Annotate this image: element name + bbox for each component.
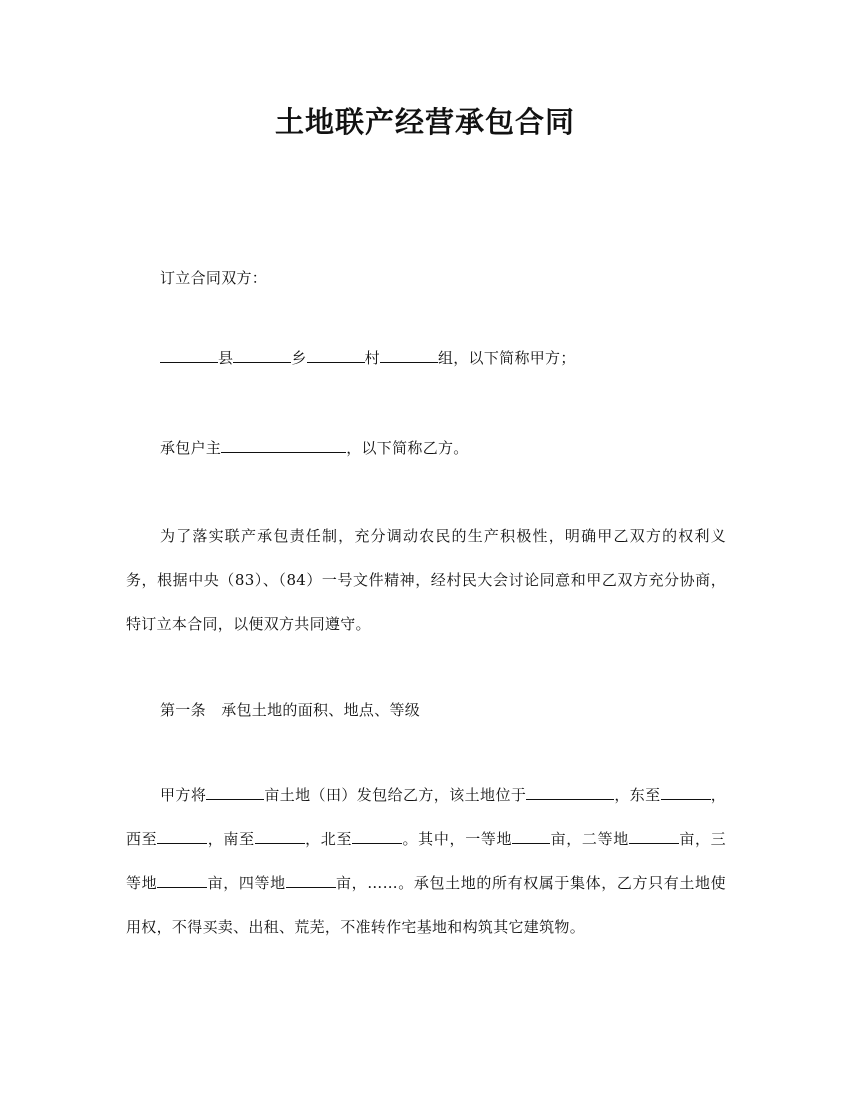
article-1-text: ，西至 — [126, 786, 727, 848]
village-label: 村 — [364, 349, 380, 367]
party-a-line — [126, 336, 726, 380]
article-1-text: 亩，二等地 — [550, 830, 629, 848]
location-blank — [526, 786, 614, 800]
purpose-paragraph: 为了落实联产承包责任制，充分调动农民的生产积极性，明确甲乙双方的权利义务，根据中央（83）、（84）一号文件精神，经村民大会讨论同意和甲乙双方充分协商，特订立本合同，以便双方共同遵守。 — [126, 527, 726, 633]
total-area-blank — [206, 786, 264, 800]
south-blank — [255, 830, 305, 844]
household-head-blank — [221, 439, 346, 453]
group-label: 组，以下简称甲方； — [437, 349, 576, 367]
west-blank — [157, 830, 207, 844]
article-1-text: ，北至 — [304, 830, 353, 848]
village-blank — [307, 349, 365, 363]
article-1-text: ，南至 — [207, 830, 255, 848]
east-blank — [661, 786, 711, 800]
group-blank — [380, 349, 438, 363]
county-blank — [160, 349, 218, 363]
township-label: 乡 — [291, 349, 307, 367]
party-b-line — [126, 426, 726, 470]
article-1-body — [126, 773, 726, 949]
article-1-text: 甲方将 — [160, 786, 207, 804]
grade-1-blank — [512, 830, 550, 844]
party-b-prefix: 承包户主 — [160, 439, 222, 457]
article-1-text: 亩，三等地 — [126, 830, 726, 892]
article-1-heading: 第一条 承包土地的面积、地点、等级 — [160, 701, 421, 719]
article-1-text: ，东至 — [614, 786, 661, 804]
article-1-text: 亩土地（田）发包给乙方，该土地位于 — [264, 786, 527, 804]
grade-4-blank — [286, 874, 336, 888]
document-title: 土地联产经营承包合同 — [274, 105, 575, 139]
township-blank — [233, 349, 291, 363]
parties-intro: 订立合同双方： — [160, 269, 268, 287]
grade-3-blank — [157, 874, 207, 888]
party-b-suffix: ，以下简称乙方。 — [346, 439, 469, 457]
county-label: 县 — [218, 349, 234, 367]
article-1-text: 。其中，一等地 — [402, 830, 513, 848]
north-blank — [352, 830, 402, 844]
article-1-text: 亩，四等地 — [207, 874, 286, 892]
grade-2-blank — [629, 830, 679, 844]
article-1-text: 亩，……。承包土地的所有权属于集体，乙方只有土地使用权，不得买卖、出租、荒芜，不准转作宅基地和构筑其它建筑物。 — [126, 874, 726, 936]
